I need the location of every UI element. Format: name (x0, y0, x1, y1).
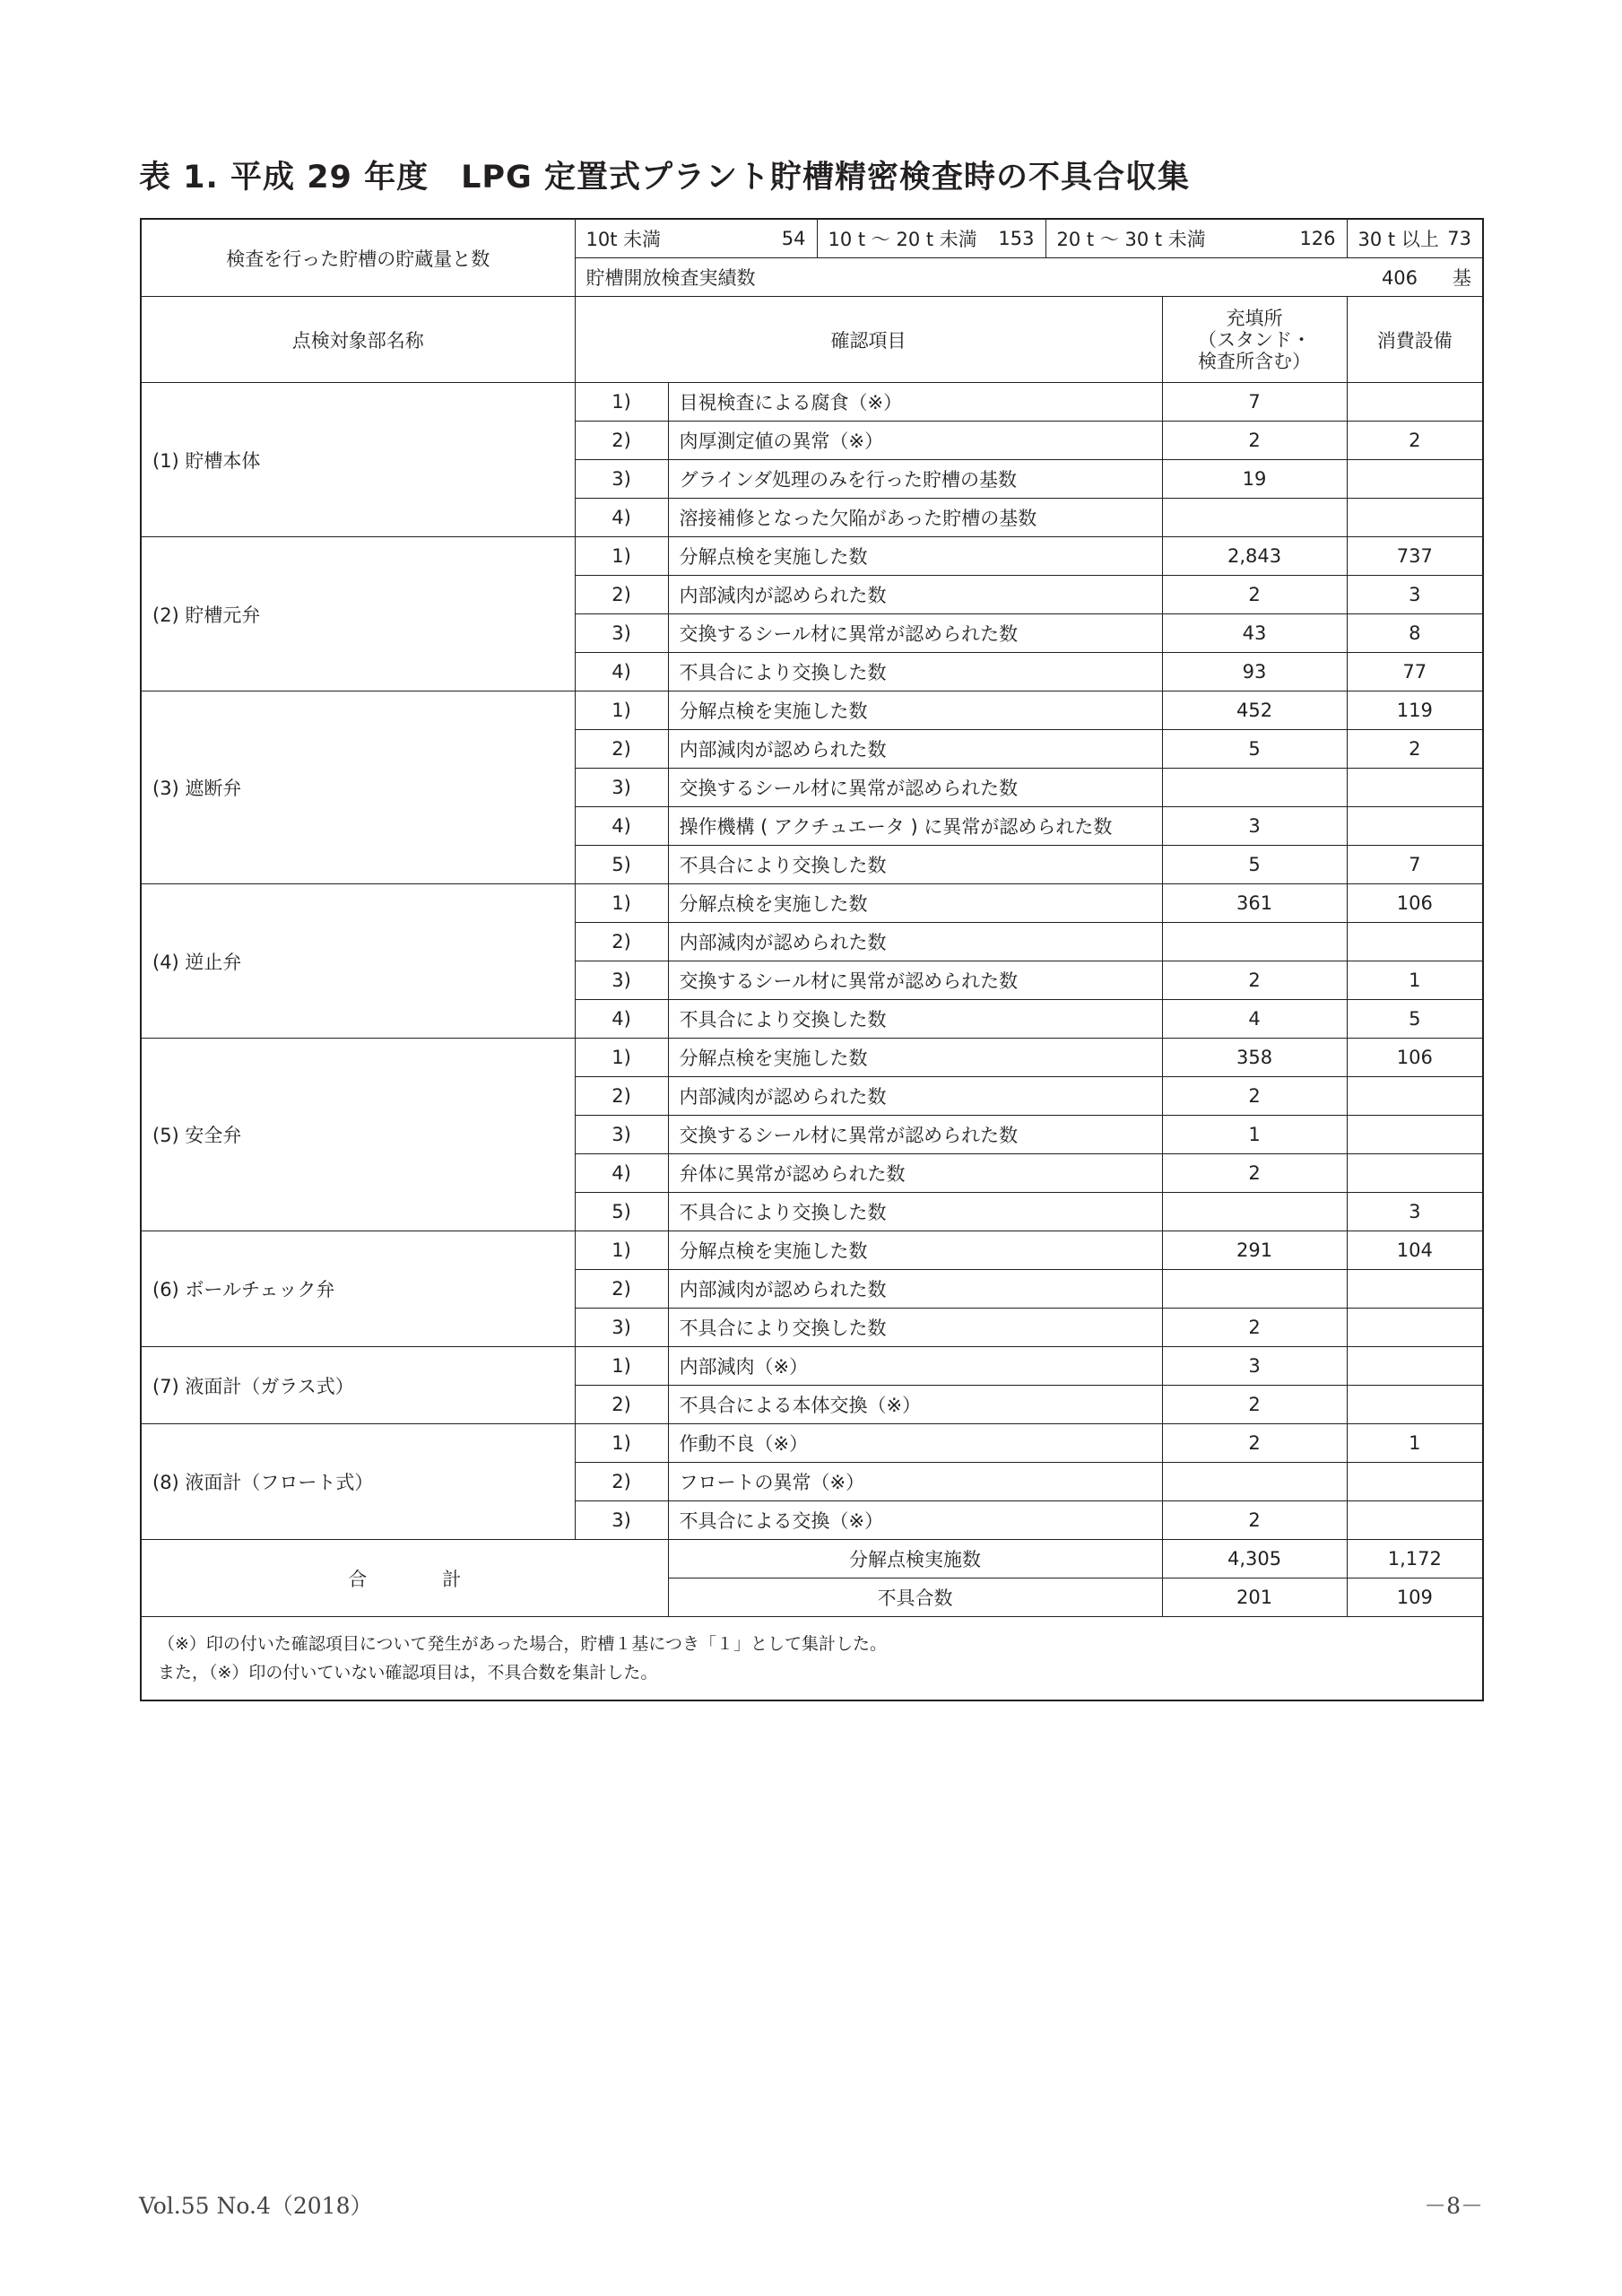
header-item: 確認項目 (575, 297, 1162, 383)
item-number: 4) (575, 653, 668, 691)
check-item: 不具合により交換した数 (668, 1000, 1162, 1039)
consumer-value: 2 (1347, 730, 1483, 769)
check-item: グラインダ処理のみを行った貯槽の基数 (668, 460, 1162, 499)
capacity-row-1 (141, 219, 1483, 258)
fill-station-value: 5 (1162, 730, 1347, 769)
fill-station-value: 2 (1162, 576, 1347, 614)
fill-station-value: 2 (1162, 422, 1347, 460)
item-number: 1) (575, 537, 668, 576)
table-row (141, 537, 1483, 576)
check-item: 内部減肉が認められた数 (668, 1270, 1162, 1309)
total-row (141, 1540, 1483, 1578)
fill-station-value: 2 (1162, 1309, 1347, 1347)
check-item: 分解点検を実施した数 (668, 691, 1162, 730)
note-line: また，（※）印の付いていない確認項目は，不具合数を集計した。 (158, 1663, 658, 1683)
consumer-value (1347, 1309, 1483, 1347)
fill-station-value: 5 (1162, 846, 1347, 884)
check-item: 不具合により交換した数 (668, 1309, 1162, 1347)
item-number: 3) (575, 769, 668, 807)
consumer-value (1347, 923, 1483, 961)
item-number: 3) (575, 460, 668, 499)
table-row (141, 884, 1483, 923)
table-row (141, 1231, 1483, 1270)
fill-station-value: 2 (1162, 1077, 1347, 1116)
check-item: 不具合により交換した数 (668, 846, 1162, 884)
fill-station-value: 3 (1162, 1347, 1347, 1386)
total-consumer-value: 1,172 (1347, 1540, 1483, 1578)
consumer-value (1347, 499, 1483, 537)
check-item: 交換するシール材に異常が認められた数 (668, 614, 1162, 653)
table-title: 表 1. 平成 29 年度 LPG 定置式プラント貯槽精密検査時の不具合収集 (139, 160, 1190, 196)
total-fill-value: 4,305 (1162, 1540, 1347, 1578)
total-fill-value: 201 (1162, 1578, 1347, 1617)
check-item: 不具合により交換した数 (668, 1193, 1162, 1231)
item-number: 1) (575, 1347, 668, 1386)
consumer-value: 106 (1347, 884, 1483, 923)
consumer-value (1347, 1154, 1483, 1193)
check-item: 内部減肉が認められた数 (668, 576, 1162, 614)
check-item: 操作機構 ( アクチュエータ ) に異常が認められた数 (668, 807, 1162, 846)
table-row (141, 1424, 1483, 1463)
fill-station-value (1162, 1463, 1347, 1501)
item-number: 2) (575, 730, 668, 769)
consumer-value: 104 (1347, 1231, 1483, 1270)
item-number: 2) (575, 576, 668, 614)
capacity-class-1: 10t 未満 54 (575, 219, 817, 258)
fill-station-value: 2 (1162, 1386, 1347, 1424)
fill-station-value: 2 (1162, 1154, 1347, 1193)
fill-station-value: 1 (1162, 1116, 1347, 1154)
fill-station-value: 93 (1162, 653, 1347, 691)
fill-station-value: 2 (1162, 1424, 1347, 1463)
item-number: 3) (575, 1116, 668, 1154)
item-number: 3) (575, 1501, 668, 1540)
fill-station-value: 2 (1162, 961, 1347, 1000)
check-item: フロートの異常（※） (668, 1463, 1162, 1501)
fill-station-value: 43 (1162, 614, 1347, 653)
fill-station-value: 358 (1162, 1039, 1347, 1077)
consumer-value: 3 (1347, 576, 1483, 614)
fill-station-value: 3 (1162, 807, 1347, 846)
section-name: (6) ボールチェック弁 (141, 1231, 575, 1347)
capacity-class-2: 10 t ～ 20 t 未満 153 (817, 219, 1045, 258)
check-item: 弁体に異常が認められた数 (668, 1154, 1162, 1193)
section-name: (8) 液面計（フロート式） (141, 1424, 575, 1540)
section-name: (5) 安全弁 (141, 1039, 575, 1231)
check-item: 不具合による交換（※） (668, 1501, 1162, 1540)
fill-station-value (1162, 499, 1347, 537)
check-item: 目視検査による腐食（※） (668, 383, 1162, 422)
consumer-value (1347, 1077, 1483, 1116)
capacity-class-3: 20 t ～ 30 t 未満 126 (1045, 219, 1347, 258)
fill-station-value: 452 (1162, 691, 1347, 730)
consumer-value: 737 (1347, 537, 1483, 576)
item-number: 2) (575, 1386, 668, 1424)
item-number: 3) (575, 1309, 668, 1347)
fill-station-value: 4 (1162, 1000, 1347, 1039)
consumer-value (1347, 1270, 1483, 1309)
header-part: 点検対象部名称 (141, 297, 575, 383)
consumer-value (1347, 1501, 1483, 1540)
consumer-value (1347, 1463, 1483, 1501)
capacity-class-4: 30 t 以上 73 (1347, 219, 1483, 258)
consumer-value (1347, 1347, 1483, 1386)
check-item: 内部減肉が認められた数 (668, 923, 1162, 961)
item-number: 1) (575, 1231, 668, 1270)
note-line: （※）印の付いた確認項目について発生があった場合，貯槽１基につき「１」として集計した。 (158, 1634, 887, 1654)
item-number: 3) (575, 614, 668, 653)
fill-station-value (1162, 1270, 1347, 1309)
table-row (141, 691, 1483, 730)
item-number: 5) (575, 846, 668, 884)
consumer-value: 2 (1347, 422, 1483, 460)
item-number: 4) (575, 807, 668, 846)
item-number: 1) (575, 383, 668, 422)
fill-station-value: 2 (1162, 1501, 1347, 1540)
section-name: (1) 貯槽本体 (141, 383, 575, 537)
section-name: (4) 逆止弁 (141, 884, 575, 1039)
table-row (141, 1347, 1483, 1386)
fill-station-value: 2,843 (1162, 537, 1347, 576)
consumer-value (1347, 769, 1483, 807)
item-number: 1) (575, 691, 668, 730)
fill-station-value (1162, 923, 1347, 961)
check-item: 交換するシール材に異常が認められた数 (668, 769, 1162, 807)
consumer-value (1347, 1386, 1483, 1424)
consumer-value: 7 (1347, 846, 1483, 884)
total-item: 不具合数 (668, 1578, 1162, 1617)
header-fill: 充填所 （スタンド・ 検査所含む） (1162, 297, 1347, 383)
check-item: 不具合による本体交換（※） (668, 1386, 1162, 1424)
consumer-value (1347, 1116, 1483, 1154)
consumer-value: 5 (1347, 1000, 1483, 1039)
item-number: 2) (575, 1463, 668, 1501)
fill-station-value: 361 (1162, 884, 1347, 923)
check-item: 不具合により交換した数 (668, 653, 1162, 691)
check-item: 交換するシール材に異常が認められた数 (668, 961, 1162, 1000)
item-number: 2) (575, 1270, 668, 1309)
fill-station-value: 7 (1162, 383, 1347, 422)
header-row (141, 297, 1483, 383)
capacity-label: 検査を行った貯槽の貯蔵量と数 (141, 219, 575, 297)
notes-row (141, 1617, 1483, 1701)
footer-page-number: －8－ (1424, 2193, 1483, 2219)
check-item: 交換するシール材に異常が認められた数 (668, 1116, 1162, 1154)
item-number: 5) (575, 1193, 668, 1231)
total-consumer-value: 109 (1347, 1578, 1483, 1617)
check-item: 分解点検を実施した数 (668, 537, 1162, 576)
fill-station-value: 19 (1162, 460, 1347, 499)
notes (141, 1617, 1483, 1701)
consumer-value: 3 (1347, 1193, 1483, 1231)
check-item: 作動不良（※） (668, 1424, 1162, 1463)
consumer-value: 1 (1347, 961, 1483, 1000)
consumer-value: 77 (1347, 653, 1483, 691)
consumer-value (1347, 807, 1483, 846)
check-item: 内部減肉が認められた数 (668, 1077, 1162, 1116)
item-number: 4) (575, 1000, 668, 1039)
section-name: (3) 遮断弁 (141, 691, 575, 884)
item-number: 1) (575, 1424, 668, 1463)
consumer-value: 119 (1347, 691, 1483, 730)
check-item: 肉厚測定値の異常（※） (668, 422, 1162, 460)
item-number: 2) (575, 1077, 668, 1116)
item-number: 1) (575, 884, 668, 923)
footer-volume: Vol.55 No.4（2018） (139, 2193, 373, 2219)
consumer-value: 8 (1347, 614, 1483, 653)
item-number: 4) (575, 1154, 668, 1193)
item-number: 2) (575, 422, 668, 460)
check-item: 溶接補修となった欠陥があった貯槽の基数 (668, 499, 1162, 537)
fill-station-value (1162, 1193, 1347, 1231)
table-row (141, 1039, 1483, 1077)
item-number: 2) (575, 923, 668, 961)
check-item: 内部減肉が認められた数 (668, 730, 1162, 769)
capacity-total: 貯槽開放検査実績数 406 基 (575, 258, 1483, 297)
check-item: 分解点検を実施した数 (668, 1231, 1162, 1270)
section-name: (2) 貯槽元弁 (141, 537, 575, 691)
total-label: 合 計 (141, 1540, 668, 1617)
check-item: 分解点検を実施した数 (668, 884, 1162, 923)
fill-station-value: 291 (1162, 1231, 1347, 1270)
item-number: 3) (575, 961, 668, 1000)
header-consume: 消費設備 (1347, 297, 1483, 383)
section-name: (7) 液面計（ガラス式） (141, 1347, 575, 1424)
consumer-value (1347, 383, 1483, 422)
table-row (141, 383, 1483, 422)
check-item: 分解点検を実施した数 (668, 1039, 1162, 1077)
defect-table (140, 218, 1484, 1701)
consumer-value: 106 (1347, 1039, 1483, 1077)
fill-station-value (1162, 769, 1347, 807)
check-item: 内部減肉（※） (668, 1347, 1162, 1386)
item-number: 4) (575, 499, 668, 537)
consumer-value: 1 (1347, 1424, 1483, 1463)
total-item: 分解点検実施数 (668, 1540, 1162, 1578)
consumer-value (1347, 460, 1483, 499)
item-number: 1) (575, 1039, 668, 1077)
